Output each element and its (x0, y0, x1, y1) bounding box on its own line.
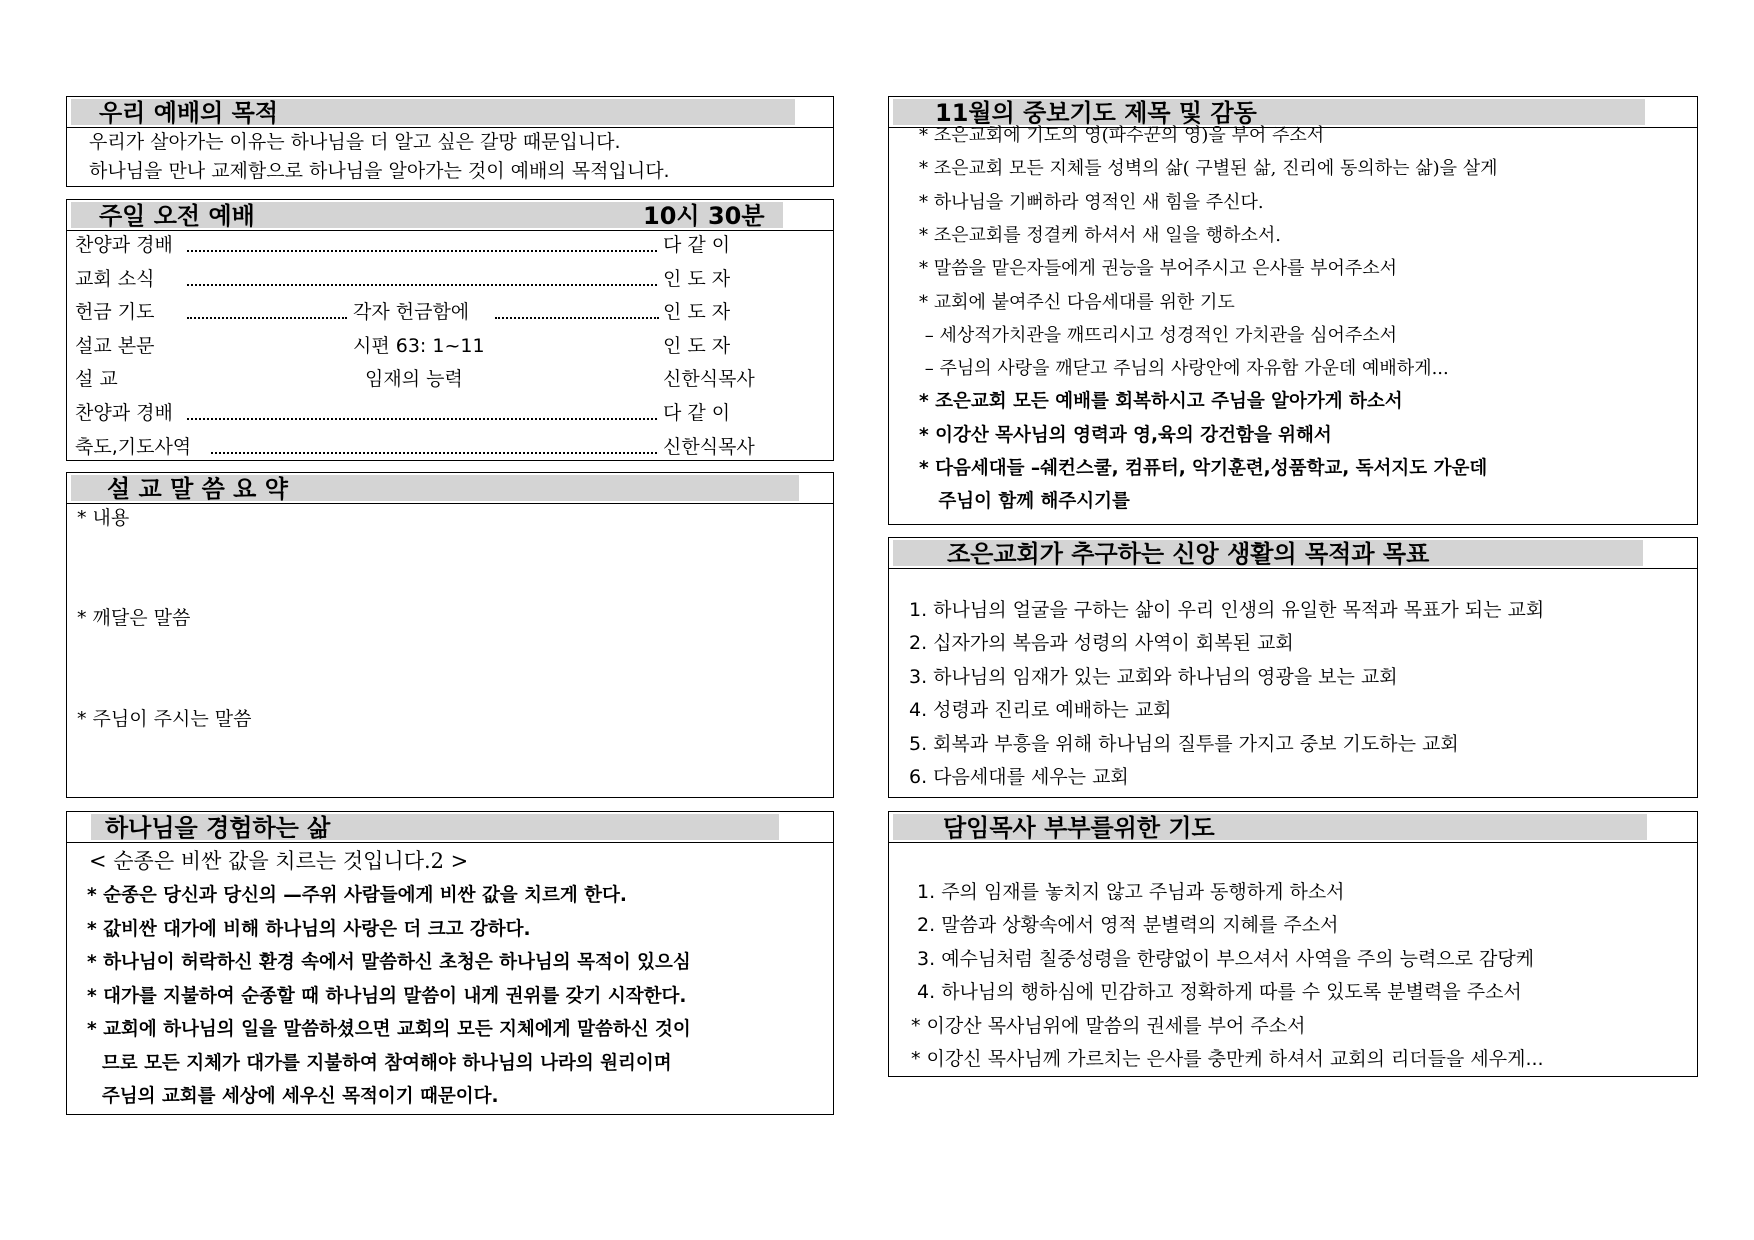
worship-item: 교회 소식 (75, 267, 155, 290)
worship-row (75, 267, 825, 293)
divider (67, 503, 833, 504)
dot-leader (187, 418, 657, 420)
intercession-line: * 조은교회를 정결케 하셔서 새 일을 행하소서. (919, 224, 1282, 246)
worship-item: 찬양과 경배 (75, 234, 173, 256)
experience-line: * 하나님이 허락하신 환경 속에서 말씀하신 초청은 하나님의 목적이 있으심 (87, 952, 691, 973)
intercession-line: 주님이 함께 해주시기를 (919, 491, 1130, 513)
pastor-prayer-line: 3. 예수님처럼 칠중성령을 한량없이 부으셔서 사역을 주의 능력으로 감당케 (911, 947, 1535, 970)
pastor-prayer-title: 담임목사 부부를위한 기도 (893, 814, 1647, 840)
worship-leader: 인 도 자 (663, 301, 731, 324)
goal-line: 4. 성령과 진리로 예배하는 교회 (909, 699, 1172, 722)
pastor-prayer-line: * 이강신 목사님께 가르치는 은사를 충만케 하셔서 교회의 리더들을 세우게... (911, 1048, 1544, 1070)
worship-time: 10시 30분 (643, 202, 765, 230)
sermon-item-content: * 내용 (77, 507, 130, 529)
goal-line: 3. 하나님의 임재가 있는 교회와 하나님의 영광을 보는 교회 (909, 665, 1398, 688)
pastor-prayer-line: * 이강산 목사님위에 말씀의 권세를 부어 주소서 (911, 1014, 1306, 1037)
worship-row (75, 435, 825, 461)
intercession-line: * 다음세대들 –쉐컨스쿨, 컴퓨터, 악기훈련,성품학교, 독서지도 가운데 (919, 458, 1488, 479)
worship-detail: 임재의 능력 (365, 368, 463, 391)
dot-leader (495, 317, 659, 319)
sermon-title: 설 교 말 씀 요 약 (71, 475, 799, 501)
intercession-line: * 조은교회 모든 지체들 성벽의 삶( 구별된 삶, 진리에 동의하는 삶)을 살게 (919, 158, 1498, 180)
worship-leader: 다 같 이 (663, 234, 731, 256)
intercession-line: * 하나님을 기뻐하라 영적인 새 힘을 주신다. (919, 191, 1264, 213)
worship-leader: 인 도 자 (663, 267, 731, 290)
intercession-line: * 조은교회 모든 예배를 회복하시고 주님을 알아가게 하소서 (919, 391, 1403, 413)
pastor-prayer-line: 1. 주의 임재를 놓치지 않고 주님과 동행하게 하소서 (911, 881, 1345, 903)
worship-leader: 다 같 이 (663, 402, 731, 424)
sermon-item-given: * 주님이 주시는 말씀 (77, 708, 252, 730)
experience-line: * 대가를 지불하여 순종할 때 하나님의 말씀이 내게 권위를 갖기 시작한다. (87, 985, 687, 1007)
dot-leader (187, 284, 657, 286)
intercession-line: * 조은교회에 기도의 영(파수꾼의 영)을 부어 주소서 (919, 125, 1325, 146)
worship-leader: 신한식목사 (663, 368, 755, 391)
goals-title: 조은교회가 추구하는 신앙 생활의 목적과 목표 (893, 540, 1643, 566)
purpose-line-2: 하나님을 만나 교제함으로 하나님을 알아가는 것이 예배의 목적입니다. (89, 160, 670, 182)
intercession-title: 11월의 중보기도 제목 및 감동 (893, 99, 1645, 125)
goal-line: 5. 회복과 부흥을 위해 하나님의 질투를 가지고 중보 기도하는 교회 (909, 732, 1459, 755)
purpose-title: 우리 예배의 목적 (71, 99, 795, 125)
divider (67, 842, 833, 843)
purpose-line-1: 우리가 살아가는 이유는 하나님을 더 알고 싶은 갈망 때문입니다. (89, 131, 621, 153)
worship-order-box (66, 199, 834, 461)
worship-item: 설 교 (75, 368, 118, 391)
goal-line: 6. 다음세대를 세우는 교회 (909, 766, 1129, 788)
divider (889, 842, 1697, 843)
worship-detail: 시편 63: 1~11 (353, 334, 485, 357)
experience-line: * 교회에 하나님의 일을 말씀하셨으면 교회의 모든 지체에게 말씀하신 것이 (87, 1019, 691, 1040)
experience-line: * 값비싼 대가에 비해 하나님의 사랑은 더 크고 강하다. (87, 918, 531, 940)
divider (67, 127, 833, 128)
divider (67, 230, 833, 231)
intercession-line: * 말씀을 맡은자들에게 권능을 부어주시고 은사를 부어주소서 (919, 258, 1398, 280)
worship-title (71, 202, 783, 228)
experience-title: 하나님을 경험하는 삶 (91, 814, 779, 840)
worship-row (75, 367, 825, 393)
experience-line: 므로 모든 지체가 대가를 지불하여 참여해야 하나님의 나라의 원리이며 (89, 1052, 672, 1074)
worship-detail: 각자 헌금함에 (353, 301, 470, 324)
dot-leader (187, 317, 347, 319)
worship-row (75, 334, 825, 360)
experience-line: * 순종은 당신과 당신의 —주위 사람들에게 비싼 값을 치르게 한다. (87, 885, 627, 906)
worship-item: 헌금 기도 (75, 301, 155, 324)
worship-leader: 신한식목사 (663, 435, 755, 458)
worship-item: 설교 본문 (75, 334, 155, 357)
intercession-line: – 세상적가치관을 깨뜨리시고 성경적인 가치관을 심어주소서 (919, 324, 1398, 346)
intercession-line: * 이강산 목사님의 영력과 영,육의 강건함을 위해서 (919, 424, 1332, 446)
pastor-prayer-line: 4. 하나님의 행하심에 민감하고 정확하게 따를 수 있도록 분별력을 주소서 (911, 981, 1522, 1004)
goals-box (888, 537, 1698, 798)
sermon-summary-box (66, 472, 834, 798)
intercession-line: * 교회에 붙여주신 다음세대를 위한 기도 (919, 291, 1235, 313)
experience-subtitle: < 순종은 비싼 값을 치르는 것입니다.2 > (89, 849, 469, 873)
dot-leader (187, 250, 657, 252)
worship-item: 찬양과 경배 (75, 402, 173, 424)
worship-leader: 인 도 자 (663, 334, 731, 357)
intercession-box (888, 96, 1698, 525)
worship-title-text: 주일 오전 예배 (99, 202, 255, 230)
sermon-item-realized: * 깨달은 말씀 (77, 607, 191, 629)
experience-box (66, 811, 834, 1115)
experience-line: 주님의 교회를 세상에 세우신 목적이기 때문이다. (89, 1086, 499, 1107)
intercession-line: – 주님의 사랑을 깨닫고 주님의 사랑안에 자유함 가운데 예배하게... (919, 358, 1449, 380)
pastor-prayer-box (888, 811, 1698, 1077)
worship-row (75, 401, 825, 427)
worship-item: 축도,기도사역 (75, 435, 192, 458)
pastor-prayer-line: 2. 말씀과 상황속에서 영적 분별력의 지혜를 주소서 (911, 914, 1339, 937)
worship-row (75, 233, 825, 259)
goal-line: 2. 십자가의 복음과 성령의 사역이 회복된 교회 (909, 632, 1294, 655)
dot-leader (211, 452, 657, 454)
goal-line: 1. 하나님의 얼굴을 구하는 삶이 우리 인생의 유일한 목적과 목표가 되는 교회 (909, 599, 1545, 621)
purpose-box (66, 96, 834, 187)
divider (889, 568, 1697, 569)
worship-row (75, 300, 825, 326)
